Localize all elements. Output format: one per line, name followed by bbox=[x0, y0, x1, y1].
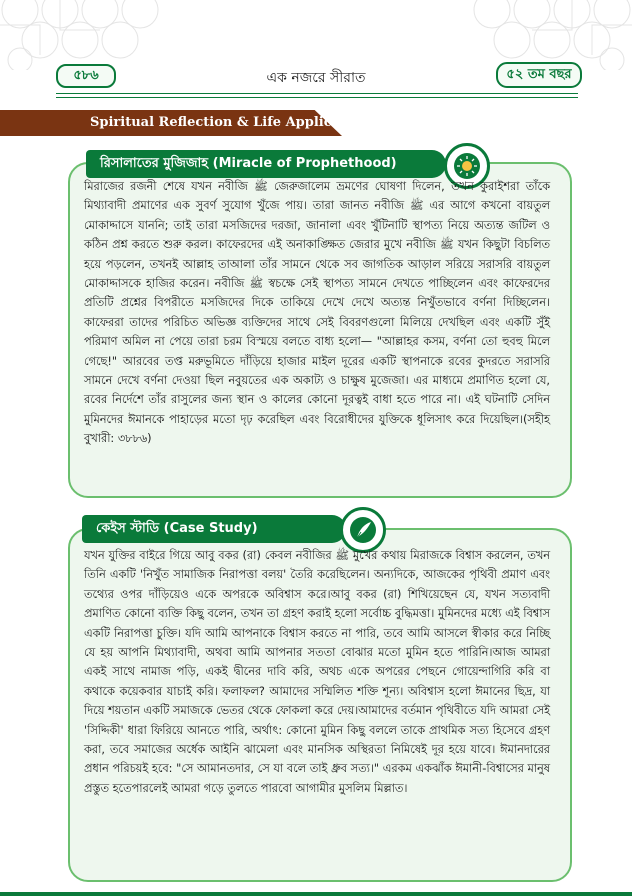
header-divider bbox=[56, 93, 578, 94]
header-divider-secondary bbox=[56, 97, 578, 98]
case-study-box-title: কেইস স্টাডি (Case Study) bbox=[82, 515, 346, 543]
page-number-badge: ৫৮৬ bbox=[56, 64, 116, 88]
corner-pattern-right bbox=[432, 0, 632, 70]
corner-pattern-left bbox=[0, 0, 200, 70]
footer-rule bbox=[0, 892, 632, 896]
case-study-box-text: যখন যুক্তির বাইরে গিয়ে আবু বকর (রা) কেবল নবীজির ﷺ মুখের কথায় মিরাজকে বিশ্বাস করলেন, তখন তিনি একটি 'নিখুঁত সামাজিক নিরাপত্তা বলয়' তৈরি করেছিলেন। অন্যদিকে, আজকের পৃথিবী প্রমাণ এবং তথ্যের ওপর দাঁড়িয়েও একে অপরকে অবিশ্বাস করে।আবু বকর (রা) শিখিয়েছেন যে, যখন সত্যবাদী প্রমাণিত কোনো ব্যক্তি কিছু বলেন, তখন তা গ্রহণ করাই হলো সর্বোচ্চ বুদ্ধিমত্তা। মুমিনদের মধ্যে এই বিশ্বাস একটি নিরাপত্তা চুক্তি। যদি আমি আপনাকে বিশ্বাস করতে না পারি, তবে আমি আসলে স্বীকার করে নিচ্ছি যে হয় আপনি মিথ্যাবাদী, অথবা আমি আপনার সততা বোঝার মতো মুমিন হতে পারিনি।আজ আমরা একই সাথে নামাজ পড়ি, একই দ্বীনের দাবি করি, অথচ একে অপরের পেছনে গোয়েন্দাগিরি করি বা কথাকে কয়েকবার যাচাই করি। ফলাফল? আমাদের সম্মিলিত শক্তি শূন্য। অবিশ্বাস হলো ঈমানের ছিদ্র, যা দিয়ে শয়তান একটি সমাজকে ভেতর থেকে ফোকলা করে দেয়।আমাদের বর্তমান পৃথিবীতে যদি আমরা সেই 'সিদ্দিকী' ধারা ফিরিয়ে আনতে পারি, অর্থাৎ: কোনো মুমিন কিছু বললে তাকে প্রাথমিক সত্য হিসেবে গ্রহণ করা, তবে সমাজের অর্ধেক আইনি ঝামেলা এবং মানসিক অস্থিরতা নিমিষেই দূর হয়ে যাবে। ঈমানদারের প্রধান পরিচয়ই হবে: "সে আমানতদার, সে যা বলে তাই ধ্রুব সত্য।" এরকম একঝাঁক ঈমানী-বিশ্বাসের মানুষ প্রস্তুত হতেপারলেই আমরা গড়ে তুলতে পারবো আগামীর মুসলিম মিল্লাত। bbox=[84, 549, 550, 795]
miracle-box-text: মিরাজের রজনী শেষে যখন নবীজি ﷺ জেরুজালেম ভ্রমণের ঘোষণা দিলেন, তখন কুরাইশরা তাঁকে মিথ্যাবাদী প্রমাণের এক সুবর্ণ সুযোগ খুঁজে পায়। তারা জানত নবীজি ﷺ এর আগে কখনো বায়তুল মোকাদ্দাসে যাননি; তাই তারা মসজিদের দরজা, জানালা এবং খুঁটিনাটি স্থাপত্য নিয়ে অত্যন্ত জটিল ও কঠিন প্রশ্ন করতে শুরু করল। কাফেরদের এই অনাকাঙ্ক্ষিত জেরার মুখে নবীজি ﷺ যখন কিছুটা বিচলিত হয়ে পড়লেন, তখনই আল্লাহ তাআলা তাঁর সামনে থেকে সব জাগতিক আড়াল সরিয়ে সরাসরি বায়তুল মোকাদ্দাসকে হাজির করেন। নবীজি ﷺ স্বচক্ষে সেই স্থাপত্য সামনে দেখতে পাচ্ছিলেন এবং কাফেরদের প্রতিটি প্রশ্নের বিপরীতে মসজিদের দিকে তাকিয়ে দেখে দেখে অত্যন্ত নিখুঁতভাবে বর্ণনা দিচ্ছিলেন। কাফেররা তাদের পরিচিত অভিজ্ঞ ব্যক্তিদের সাথে সেই বিবরণগুলো মিলিয়ে দেখছিল এবং একটি সুঁই পরিমাণ অমিল না পেয়ে তারা চরম বিস্ময়ে বলতে বাধ্য হলো— "আল্লাহর কসম, বর্ণনা তো হুবহু মিলে গেছে!" আরবের তপ্ত মরুভূমিতে দাঁড়িয়ে হাজার মাইল দূরের একটি স্থাপনাকে রবের কুদরতে সরাসরি সামনে দেখে বর্ণনা দেওয়া ছিল নবুয়তের এক অকাট্য ও চাক্ষুষ মুজেজা। এর মাধ্যমে প্রমাণিত হলো যে, রবের নির্দেশে তাঁর রাসুলের জন্য স্থান ও কালের কোনো দূরত্বই বাধা হতে পারে না। এই ঘটনাটি সেদিন মুমিনদের ঈমানকে পাহাড়ের মতো দৃঢ় করেছিল এবং বিরোধীদের যুক্তিকে ধূলিসাৎ করে দিয়েছিল।(সহীহ বুখারী: ৩৮৮৬) bbox=[84, 180, 550, 446]
miracle-box-title: রিসালাতের মুজিজাহ (Miracle of Prophethood) bbox=[86, 150, 446, 178]
section-banner-title: Spiritual Reflection & Life Application bbox=[90, 115, 370, 130]
year-badge: ৫২ তম বছর bbox=[496, 62, 582, 88]
book-title: এক নজরে সীরাত bbox=[266, 70, 366, 86]
